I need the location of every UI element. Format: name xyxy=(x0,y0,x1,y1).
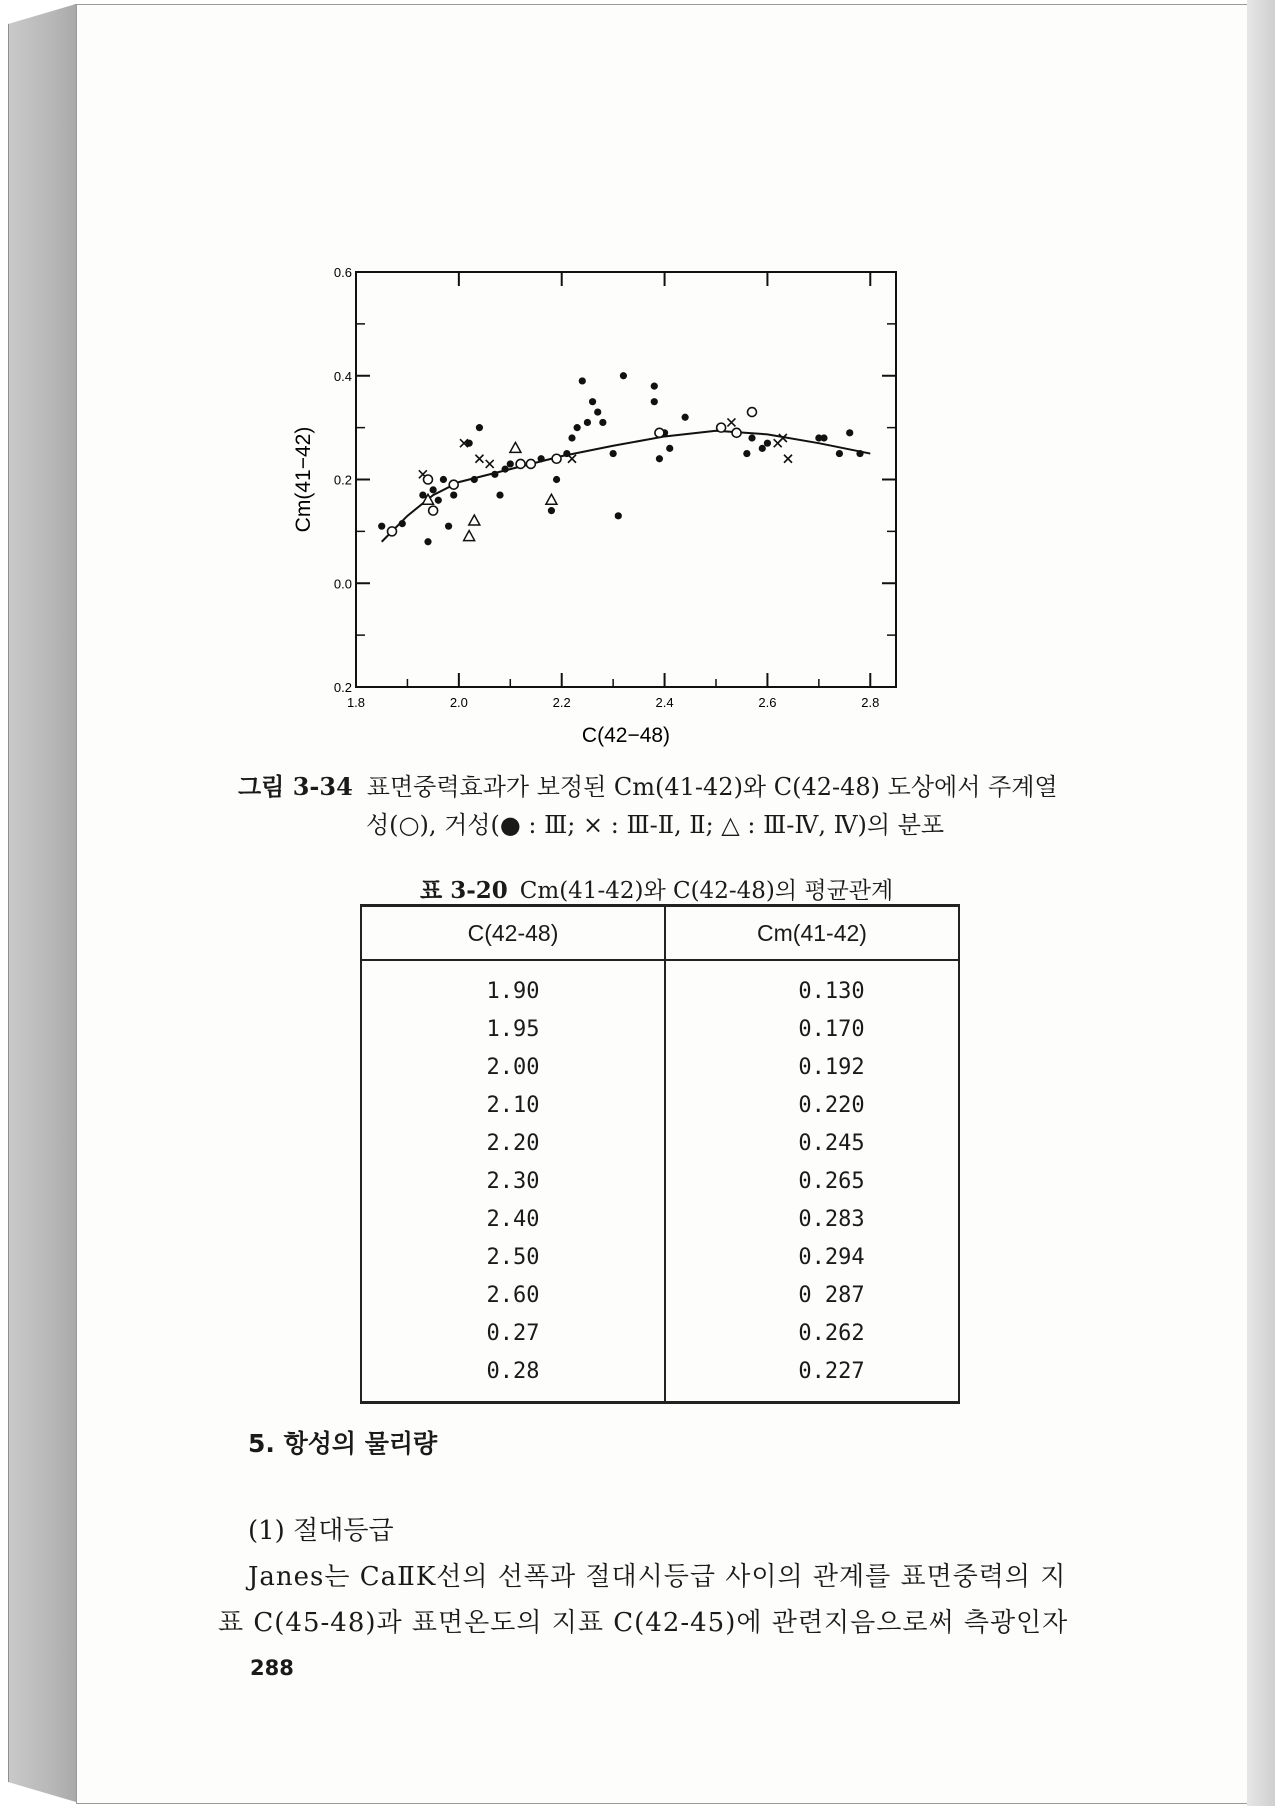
mean-relation-table xyxy=(360,904,960,1404)
table-cell-cm41-42: 0.283 xyxy=(798,1206,865,1232)
giant-star-point xyxy=(476,424,483,431)
table-row xyxy=(361,1276,959,1314)
giant-star-point xyxy=(471,476,478,483)
giant-star-point xyxy=(846,429,853,436)
table-body xyxy=(361,960,959,1403)
giant-star-point xyxy=(620,372,627,379)
y-axis-label: Cm(41−42) xyxy=(292,426,315,533)
giant-star-point xyxy=(594,408,601,415)
giant-star-point xyxy=(764,440,771,447)
giant-star-point xyxy=(856,450,863,457)
x-tick-label: 2.2 xyxy=(552,695,571,710)
figure-caption-line1 xyxy=(238,768,1098,806)
table-cell-cm41-42: 0.130 xyxy=(798,978,865,1004)
x-axis-label: C(42−48) xyxy=(581,724,671,747)
giant-star-point xyxy=(440,476,447,483)
x-tick-label: 2.4 xyxy=(655,695,674,710)
giant-star-point xyxy=(656,455,663,462)
table-cell-c42-48: 1.90 xyxy=(361,960,665,1010)
main-sequence-point xyxy=(748,408,757,417)
main-sequence-point xyxy=(732,428,741,437)
main-sequence-point xyxy=(717,423,726,432)
table-caption-text: Cm(41-42)와 C(42-48)의 평균관계 xyxy=(519,878,894,904)
y-tick-label: 0.0 xyxy=(333,576,352,592)
giant-star-point xyxy=(743,450,750,457)
table-cell-c42-48: 2.30 xyxy=(361,1162,665,1200)
subsection-heading: (1) 절대등급 xyxy=(248,1516,394,1546)
giant-star-point xyxy=(599,419,606,426)
table-cell-c42-48: 2.50 xyxy=(361,1238,665,1276)
giant-star-point xyxy=(615,512,622,519)
giant-star-point xyxy=(836,450,843,457)
body-text-line2: 표 C(45-48)과 표면온도의 지표 C(42-45)에 관련지음으로써 측광인자 xyxy=(218,1608,1069,1638)
giant-star-point xyxy=(548,507,555,514)
table-cell-c42-48: 2.60 xyxy=(361,1276,665,1314)
x-tick-label: 1.8 xyxy=(346,695,366,710)
table-cell-cm41-42: 0.265 xyxy=(798,1168,865,1194)
table-cell-c42-48: 1.95 xyxy=(361,1010,665,1048)
giant-star-point xyxy=(610,450,617,457)
table-header-cm41-42: Cm(41-42) xyxy=(665,906,959,961)
giant-star-point xyxy=(399,520,406,527)
main-sequence-point xyxy=(655,428,664,437)
subgiant-point xyxy=(546,494,557,504)
giant-star-point xyxy=(502,466,509,473)
table-row xyxy=(361,960,959,1010)
main-sequence-point xyxy=(449,480,458,489)
table-cell-cm41-42: 0.220 xyxy=(798,1092,865,1118)
table-row xyxy=(361,1352,959,1403)
y-tick-label: 0.6 xyxy=(333,265,352,280)
giant-star-point xyxy=(553,476,560,483)
page-edge xyxy=(1247,0,1275,1806)
y-tick-label: 0.2 xyxy=(333,472,352,488)
main-sequence-point xyxy=(552,454,561,463)
figure-caption-line2: 성(○), 거성(● : Ⅲ; × : Ⅲ-Ⅱ, Ⅱ; △ : Ⅲ-Ⅳ, Ⅳ)의 분포 xyxy=(366,811,945,839)
giant-star-point xyxy=(568,434,575,441)
chart-svg xyxy=(280,260,940,760)
bright-giant-point xyxy=(784,455,792,463)
figure-caption xyxy=(238,768,1098,844)
subgiant-point xyxy=(464,531,475,541)
giant-star-point xyxy=(378,523,385,530)
giant-star-point xyxy=(651,398,658,405)
table-row xyxy=(361,1124,959,1162)
table-cell-cm41-42: 0.294 xyxy=(798,1244,865,1270)
x-tick-label: 2.0 xyxy=(449,695,468,710)
table-header-row xyxy=(361,906,959,961)
bright-giant-point xyxy=(727,418,735,426)
subgiant-point xyxy=(510,442,521,452)
table-row xyxy=(361,1314,959,1352)
giant-star-point xyxy=(430,486,437,493)
scatter-chart xyxy=(280,260,940,764)
table-row xyxy=(361,1048,959,1086)
y-tick-label: 0.2 xyxy=(333,680,352,695)
giant-star-point xyxy=(666,445,673,452)
giant-star-point xyxy=(651,383,658,390)
table-cell-c42-48: 0.28 xyxy=(361,1352,665,1403)
plot-frame xyxy=(356,272,896,687)
table-cell-cm41-42: 0.170 xyxy=(798,1016,865,1042)
subgiant-point xyxy=(469,515,480,525)
giant-star-point xyxy=(579,377,586,384)
giant-star-point xyxy=(450,491,457,498)
figure-caption-text1: 표면중력효과가 보정된 Cm(41-42)와 C(42-48) 도상에서 주계열 xyxy=(366,773,1058,801)
bright-giant-point xyxy=(475,455,483,463)
table-cell-c42-48: 2.20 xyxy=(361,1124,665,1162)
table-row xyxy=(361,1010,959,1048)
table-row xyxy=(361,1200,959,1238)
x-tick-label: 2.6 xyxy=(758,695,777,710)
table-cell-cm41-42: 0.262 xyxy=(798,1320,865,1346)
main-sequence-point xyxy=(424,475,433,484)
figure-label: 그림 3-34 xyxy=(238,772,353,801)
table-cell-cm41-42: 0.245 xyxy=(798,1130,865,1156)
section-heading: 5. 항성의 물리량 xyxy=(248,1429,438,1458)
main-sequence-point xyxy=(516,459,525,468)
main-sequence-point xyxy=(388,527,397,536)
x-tick-label: 2.8 xyxy=(861,695,880,710)
giant-star-point xyxy=(759,445,766,452)
page-number: 288 xyxy=(250,1656,294,1680)
table-row xyxy=(361,1162,959,1200)
giant-star-point xyxy=(507,460,514,467)
body-text-line1: Janes는 CaⅡK선의 선폭과 절대시등급 사이의 관계를 표면중력의 지 xyxy=(248,1562,1067,1592)
giant-star-point xyxy=(682,414,689,421)
y-tick-label: 0.4 xyxy=(333,368,352,384)
bright-giant-point xyxy=(486,460,494,468)
table-cell-c42-48: 2.10 xyxy=(361,1086,665,1124)
giant-star-point xyxy=(820,434,827,441)
bright-giant-point xyxy=(568,455,576,463)
giant-star-point xyxy=(538,455,545,462)
giant-star-point xyxy=(589,398,596,405)
table-caption xyxy=(420,872,893,905)
table-row xyxy=(361,1086,959,1124)
table-cell-cm41-42: 0.227 xyxy=(798,1358,865,1384)
giant-star-point xyxy=(748,434,755,441)
giant-star-point xyxy=(496,491,503,498)
table-cell-cm41-42: 0 287 xyxy=(798,1282,865,1308)
table-cell-c42-48: 0.27 xyxy=(361,1314,665,1352)
table-label: 표 3-20 xyxy=(420,877,508,904)
giant-star-point xyxy=(424,538,431,545)
table-header-c42-48: C(42-48) xyxy=(361,906,665,961)
giant-star-point xyxy=(491,471,498,478)
table-row xyxy=(361,1238,959,1276)
main-sequence-point xyxy=(429,506,438,515)
giant-star-point xyxy=(584,419,591,426)
table-cell-c42-48: 2.40 xyxy=(361,1200,665,1238)
giant-star-point xyxy=(574,424,581,431)
book-spine xyxy=(8,4,78,1804)
main-sequence-point xyxy=(526,459,535,468)
table-cell-cm41-42: 0.192 xyxy=(798,1054,865,1080)
giant-star-point xyxy=(445,523,452,530)
table-cell-c42-48: 2.00 xyxy=(361,1048,665,1086)
giant-star-point xyxy=(435,497,442,504)
